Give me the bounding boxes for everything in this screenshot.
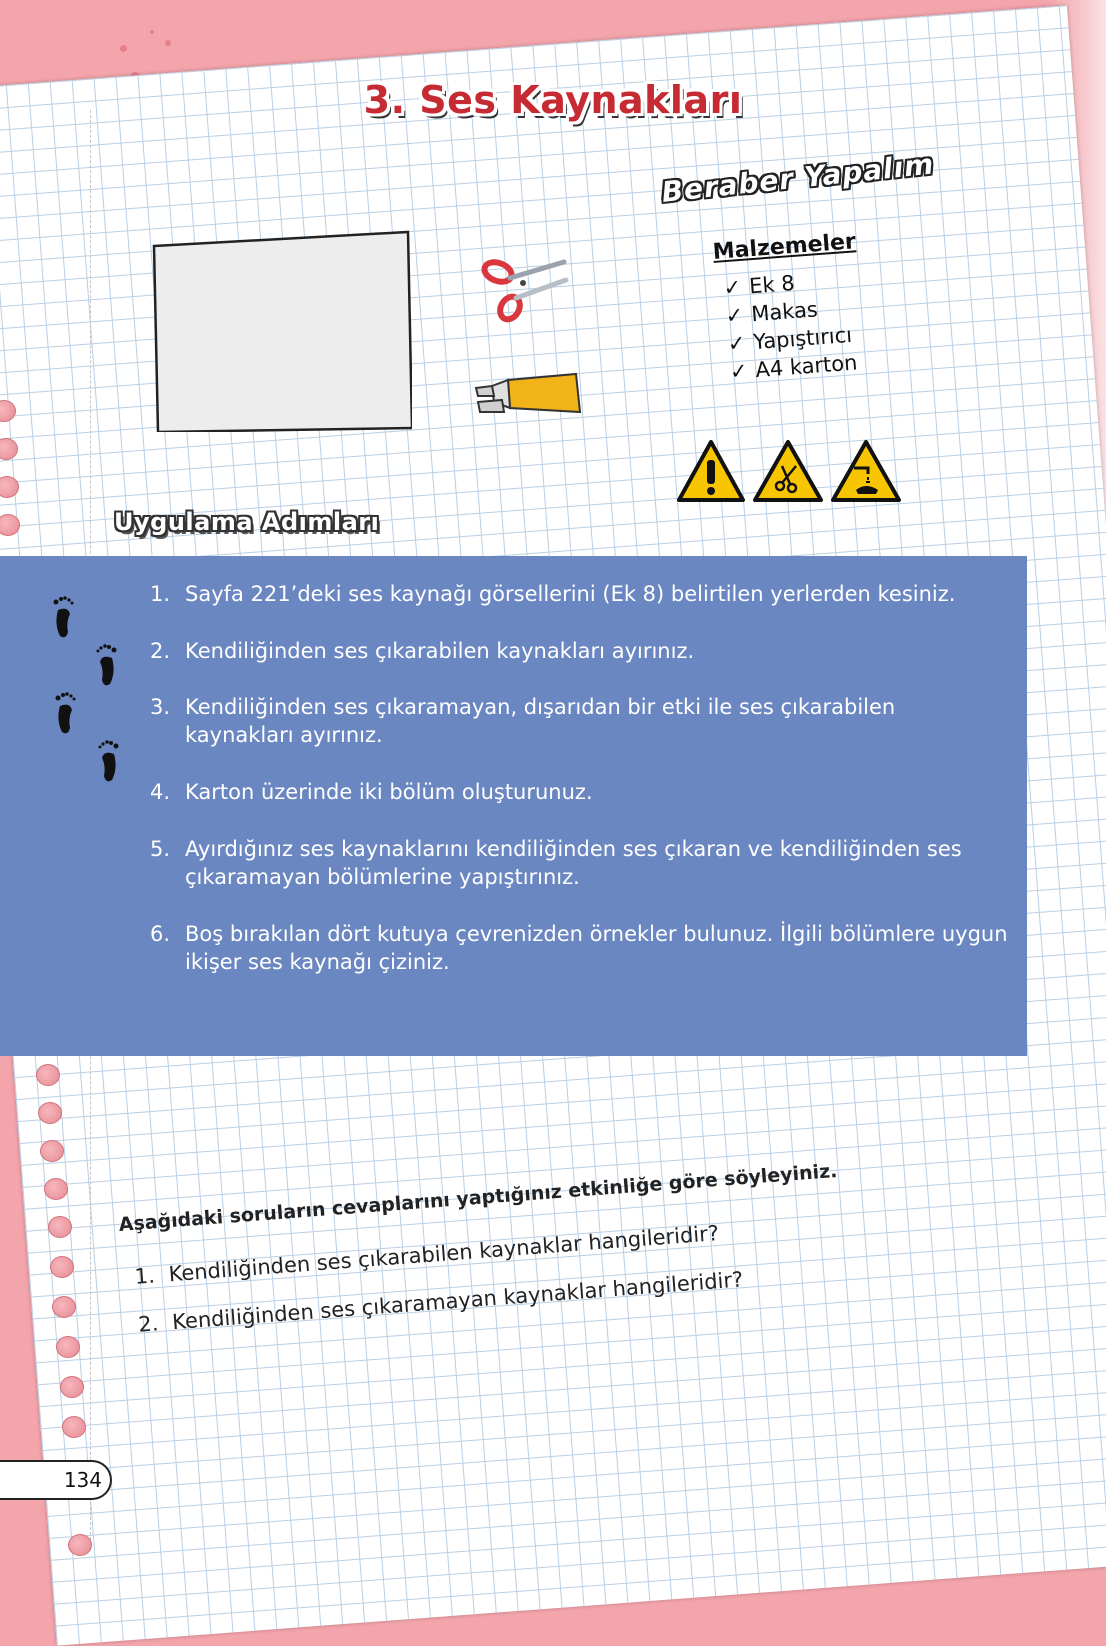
warning-wash-hands-icon (830, 438, 902, 504)
materials-item: ✓ Makas (724, 297, 819, 329)
step-item: 4. Karton üzerinde iki bölüm oluşturunuz. (150, 780, 593, 804)
page-number: 134 (0, 1460, 112, 1500)
step-item: 2. Kendiliğinden ses çıkarabilen kaynakları ayırınız. (150, 639, 695, 663)
step-item: 1. Sayfa 221’deki ses kaynağı görsellerini (Ek 8) belirtilen yerlerden kesiniz. (150, 582, 956, 606)
check-icon: ✓ (729, 358, 749, 384)
page-title: 3. Ses Kaynakları (363, 78, 743, 122)
footprint-icon (50, 594, 80, 640)
warning-caution-icon (676, 438, 746, 504)
spiral-ring (68, 1534, 92, 1556)
materials-list (715, 264, 866, 386)
questions-heading: Aşağıdaki soruların cevaplarını yaptığınız etkinliğe göre söyleyiniz. (118, 1159, 839, 1236)
spiral-ring (38, 1102, 62, 1124)
paint-splatter (120, 45, 127, 52)
warning-scissors-icon (752, 438, 824, 504)
check-icon: ✓ (726, 330, 747, 357)
spiral-ring (60, 1376, 84, 1398)
question-item: 2. Kendiliğinden ses çıkaramayan kaynaklar hangileridir? (137, 1267, 744, 1337)
title-container (0, 78, 1106, 122)
glue-icon (472, 366, 584, 422)
uygulama-adimlari-heading: Uygulama Adımları (114, 508, 380, 536)
footprint-icon (92, 738, 122, 784)
paint-splatter (150, 30, 154, 34)
spiral-ring (56, 1336, 80, 1358)
scissors-icon (478, 250, 573, 325)
check-icon: ✓ (724, 302, 745, 329)
spiral-ring (40, 1140, 64, 1162)
spiral-ring (36, 1064, 60, 1086)
footprint-icon (52, 690, 82, 736)
spiral-ring (50, 1256, 74, 1278)
check-icon: ✓ (722, 274, 743, 301)
step-item: 5. Ayırdığınız ses kaynaklarını kendiliğinden ses çıkaran ve kendiliğinden ses çıkaramayan bölümlerine yapıştırınız. (150, 837, 962, 889)
spiral-ring (62, 1416, 86, 1438)
spiral-ring (44, 1178, 68, 1200)
materials-heading: Malzemeler (712, 229, 857, 265)
materials-section (712, 229, 866, 386)
step-item: 6. Boş bırakılan dört kutuya çevrenizden örnekler bulunuz. İlgili bölümlere uygun ikişer ses kaynağı çiziniz. (150, 922, 1008, 974)
materials-item: ✓ Yapıştırıcı (726, 322, 853, 357)
step-item: 3. Kendiliğinden ses çıkaramayan, dışarıdan bir etki ile ses çıkarabilen kaynakları ayırınız. (150, 695, 896, 747)
question-item: 1. Kendiliğinden ses çıkarabilen kaynaklar hangileridir? (133, 1221, 720, 1289)
beraber-yapalim-heading: Beraber Yapalım (660, 147, 936, 209)
a4-sheet-illustration (150, 228, 412, 432)
steps-list (150, 580, 1010, 976)
materials-item: ✓ Ek 8 (722, 270, 796, 301)
materials-item: ✓ A4 karton (729, 350, 859, 384)
spiral-ring (52, 1296, 76, 1318)
footprint-icon (90, 642, 120, 688)
spiral-ring (48, 1216, 72, 1238)
paint-splatter (165, 40, 171, 46)
